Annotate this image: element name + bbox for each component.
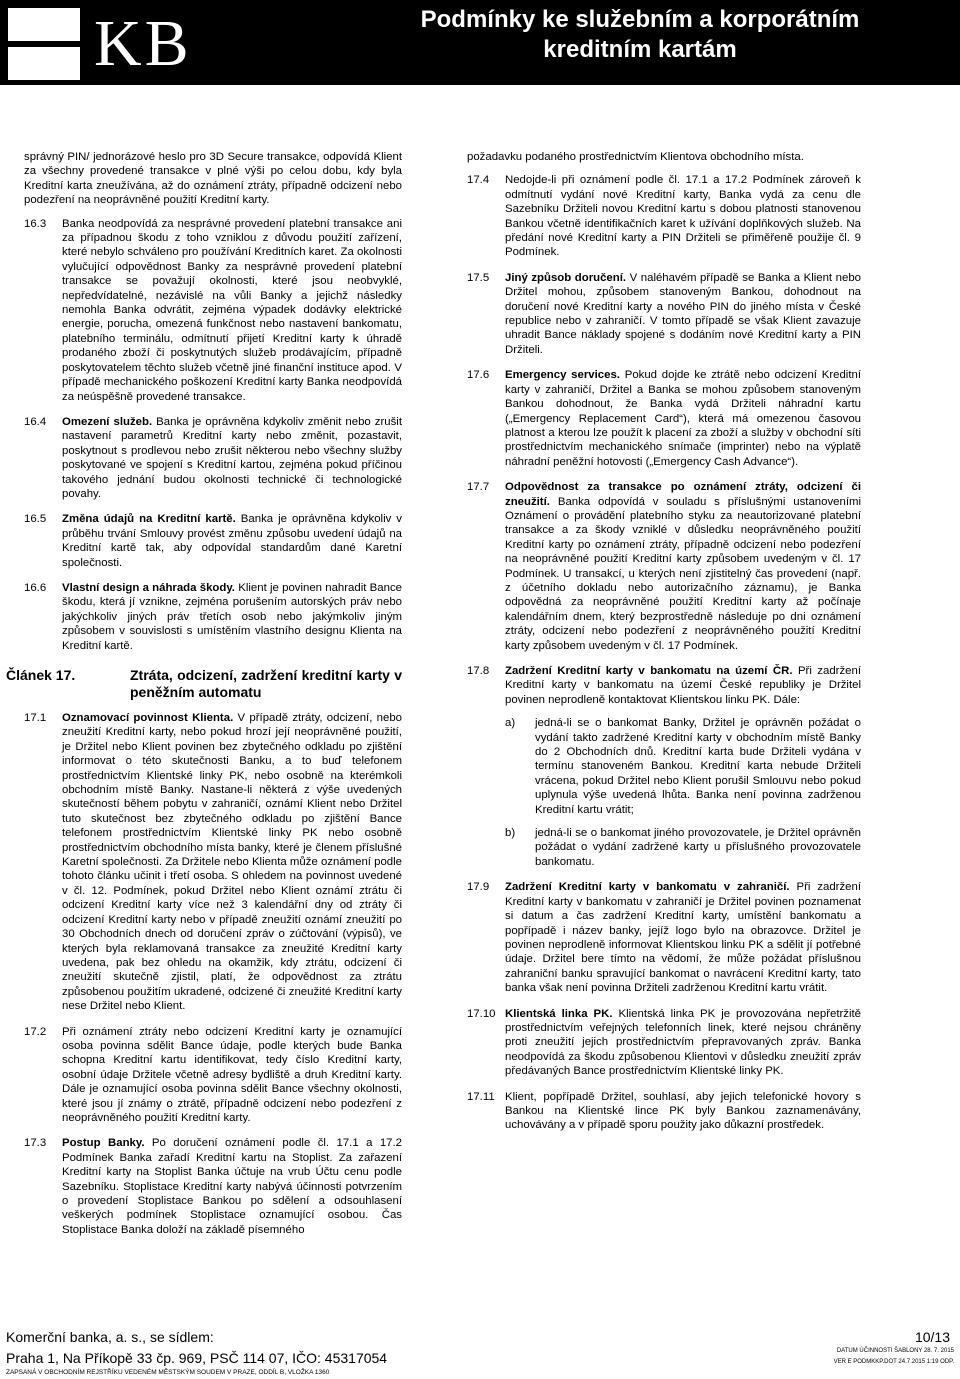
clause-number: 16.6 — [24, 581, 47, 594]
clause-number: 17.8 — [467, 665, 490, 677]
clause-title: Jiný způsob doručení. — [505, 271, 627, 284]
page-number: 10/13 — [914, 1329, 950, 1345]
clause-text — [62, 1136, 402, 1237]
clause-title: Odpovědnost za transakce po oznámení ztráty, odcizení či zneužití. — [505, 481, 861, 508]
clause-title: Změna údajů na Kreditní kartě. — [62, 513, 236, 526]
clause-number: 17.3 — [24, 1137, 47, 1150]
clause — [467, 173, 861, 259]
clause-title: Postup Banky. — [62, 1137, 145, 1150]
clause-body: Banka je oprávněna kdykoliv v průběhu trvání Smlouvy provést změnu způsobu uvedení údajů na Kreditní kartě tak, aby odpovídal standardům dané Karetní společnosti. — [62, 513, 402, 569]
clause-number: 17.11 — [467, 1090, 495, 1103]
clause-text — [62, 1025, 402, 1126]
clause — [24, 711, 402, 1014]
clause — [24, 415, 402, 501]
clause-body: Klient, popřípadě Držitel, souhlasí, aby jejich telefonické hovory s Bankou na Klientské lince PK byly Bankou zaznamenávány, uchovávány a v případě sporu použity jako důkazní prostředek. — [505, 1090, 861, 1132]
footer — [6, 1329, 954, 1379]
left-column — [6, 150, 403, 1248]
clause-text — [62, 415, 402, 501]
clause — [467, 1007, 861, 1079]
continued-paragraph: požadavku podaného prostřednictvím Klientova obchodního místa. — [467, 151, 804, 163]
sub-clause-label: b) — [505, 827, 516, 840]
clause-number: 17.6 — [467, 369, 490, 382]
clause-number: 16.5 — [24, 513, 47, 526]
template-validity: DATUM ÚČINNOSTI ŠABLONY 28. 7. 2015 — [836, 1348, 954, 1354]
clause-title: Vlastní design a náhrada škody. — [62, 581, 235, 594]
clause — [467, 1090, 861, 1133]
sub-clause-text: jedná-li se o bankomat jiného provozovatele, je Držitel oprávněn požádat o vydání zadržené karty u příslušného provozovatele bankomatu. — [535, 827, 861, 868]
clause — [24, 1136, 402, 1237]
clause-text — [505, 368, 861, 469]
template-file: VER E PODMKKP.DOT 24.7.2015 1:19 ODP. — [833, 1359, 954, 1365]
clause — [467, 880, 861, 995]
clause-body: Při oznámení ztráty nebo odcizení Kreditní karty je oznamující osoba povinna sdělit Bance údaje, podle kterých bude Banka schopna Kreditní kartu identifikovat, tedy číslo Kreditní karty, osobní údaje Držitele včetně adresy bydliště a druh Kreditní karty. Dále je oznamující osoba povinna sdělit Bance všechny okolnosti, které jsou jí známy o ztrátě, případně odcizení nebo podezření z neoprávněného použití Kreditní karty. — [62, 1025, 402, 1124]
clause-body: Při zadržení Kreditní karty v bankomatu na území České republiky je Držitel povinen neprodleně kontaktovat Klientskou linku PK. Dále: — [505, 665, 861, 706]
clause-body: Pokud dojde ke ztrátě nebo odcizení Kreditní karty v zahraničí, Držitel a Banka se mohou způsobem stanoveným Bankou dohodnout, že Banka vydá Držiteli náhradní kartu („Emergency Replacement Card“), která má omezenou časovou platnost a kterou lze použít k placení za zboží a služby v obchodní síti prostřednictvím mechanického snímače (imprinter) nebo na výplatě náhradní peněžní hotovosti („Emergency Cash Advance“). — [505, 369, 861, 468]
clause — [24, 581, 402, 653]
clause-body: V naléhavém případě se Banka a Klient nebo Držitel mohou, způsobem stanoveným Bankou, dohodnout na doručení nové Kreditní karty a nového PIN do jiného místa v České republice nebo v zahraničí. V tomto případě se však Klient zavazuje uhradit Bance náklady spojené s dodáním nové Kreditní karty a PIN Držiteli. — [505, 271, 861, 356]
clause-body: Klient je povinen nahradit Bance škodu, která jí vznikne, zejména porušením autorských práv nebo jakýchkoliv jiných práv třetích osob nebo jakýmkoliv jiným způsobem v souvislosti s umístěním vlastního designu Klienta na Kreditní kartě. — [62, 581, 402, 652]
clause-number: 17.2 — [24, 1025, 47, 1038]
article-heading — [6, 667, 402, 701]
section-17-items-continued — [467, 173, 861, 1132]
clause-number: 17.4 — [467, 174, 490, 187]
clause-title: Zadržení Kreditní karty v bankomatu na území ČR. — [505, 665, 793, 677]
clause-text — [505, 1007, 861, 1079]
clause-text — [505, 880, 861, 995]
sub-clause-text: jedná-li se o bankomat Banky, Držitel je oprávněn požádat o vydání takto zadržené Kreditní karty v obchodním místě Banky do 2 Obchodních dnů. Kreditní karta bude Držiteli vydána v termínu stanoveném Bankou. Kreditní karta nebude Držiteli vrácena, pokud Držitel nebo Klient porušil Smlouvu nebo pokud uplynula výše uvedená lhůta. Banka není povinna zadrženou Kreditní kartu vrátit; — [535, 717, 861, 816]
clause-title: Klientská linka PK. — [505, 1007, 613, 1020]
clause-text — [505, 664, 861, 707]
clause-text — [505, 271, 861, 357]
clause-text — [505, 480, 861, 653]
clause-text — [62, 711, 402, 1014]
clause-body: Po doručení oznámení podle čl. 17.1 a 17.2 Podmínek Banka zařadí Kreditní kartu na Stoplist. Za zařazení Kreditní karty na Stoplist Banka účtuje na vrub Účtu cenu podle Sazebníku. Stoplistace Kreditní karty nabývá účinnosti potvrzením o provedení Stoplistace Bankou po sdělení a odsouhlasení veškerých podmínek Stoplistace oznamující osobou. Čas Stoplistace Banka doloží na základě písemného — [62, 1137, 402, 1236]
clause-number: 17.5 — [467, 271, 490, 284]
clause-body: Banka odpovídá v souladu s příslušnými ustanoveními Oznámení o provádění platebního styku za neautorizované platební transakce a za škody vzniklé v důsledku neoprávněného použití Kreditní karty po oznámení ztráty, případně odcizení nebo podezření na neoprávněné použití Kreditní karty způsobem uvedeným v čl. 17 Podmínek. U transakcí, u kterých není zjistitelný čas provedení (např. z účetního dokladu nebo autorizačního záznamu), je Banka odpovědná za neoprávněné použití Kreditní karty až počínaje kalendářním dnem, který bezprostředně následuje po dni oznámení ztráty, odcizení nebo podezření z neoprávněného použití Kreditní karty způsobem uvedeným v čl. 17 Podmínek. — [505, 495, 862, 652]
clause — [24, 1025, 402, 1126]
clause — [467, 368, 861, 469]
right-column — [467, 150, 861, 1144]
article-number: Článek 17. — [6, 667, 76, 683]
clause-title: Oznamovací povinnost Klienta. — [62, 712, 234, 724]
footer-register: ZAPSANÁ V OBCHODNÍM REJSTŘÍKU VEDENÉM MĚSTSKÝM SOUDEM V PRAZE, ODDÍL B, VLOŽKA 1360 — [6, 1369, 330, 1376]
intro-paragraph: správný PIN/ jednorázové heslo pro 3D Secure transakce, odpovídá Klient za všechny provedené transakce v plné výši po celou dobu, kdy byla Kreditní karta zneužívána, až do oznámení ztráty, případně odcizení nebo podezření na neoprávněné použití Kreditní karty. — [24, 151, 402, 207]
article-title: Ztráta, odcizení, zadržení kreditní karty v peněžním automatu — [130, 667, 402, 700]
clause-text — [505, 173, 861, 259]
clause — [467, 271, 861, 357]
sub-clause-label: a) — [505, 717, 516, 730]
clause-title: Omezení služeb. — [62, 415, 153, 428]
clause-number: 17.7 — [467, 481, 490, 494]
clause-body: V případě ztráty, odcizení, nebo zneužití Kreditní karty, nebo pokud hrozí její neoprávněné použití, je Držitel nebo Klient povinen bez zbytečného odkladu po zjištění informovat o této skutečnosti Banku, a to buď telefonem prostřednictvím Klientské linky PK, nebo osobně na kterémkoli obchodním místě Banky. Nastane-li některá z výše uvedených skutečností během pobytu v zahraničí, oznámí Klient nebo Držitel tuto skutečnost bez zbytečného odkladu po zjištění Bance telefonem prostřednictvím Klientské linky PK nebo osobně prostřednictvím obchodního místa banky, které je členem příslušné Karetní společnosti. Za Držitele nebo Klienta může oznámení podle tohoto článku učinit i třetí osoba. S ohledem na povinnost uvedené v čl. 12. Podmínek, pokud Držitel nebo Klient oznámí ztrátu či odcizení Kreditní karty více než 3 kalendářní dny od ztráty či odcizení Kreditní karty nebo v případě zneužití oznámí zneužití po 30 Obchodních dnech od doručení zpráv o zúčtování (výpisů), ve kterých byla reklamovaná transakce za zneužité Kreditní karty uvedena, pak bez ohledu na okamžik, kdy ztrátu, odcizení či zneužití skutečně zjistil, platí, že odpovědnost za ztrátu způsobenou použitím ukradené, odcizené či zneužité Kreditní karty nese Držitel nebo Klient. — [62, 712, 403, 1013]
clause-body: Nedojde-li při oznámení podle čl. 17.1 a 17.2 Podmínek zároveň k odmítnutí vydání nové Kreditní karty, Banka vydá za cenu dle Sazebníku Držiteli novou Kreditní kartu s dobou platnosti stanovenou Bankou včetně identifikačních karet k užívání doplňkových služeb. Na předání nové Kreditní karty a PIN Držiteli se přiměřeně použije čl. 9 Podmínek. — [505, 174, 861, 259]
clause-number: 17.9 — [467, 881, 490, 894]
footer-company: Komerční banka, a. s., se sídlem: — [6, 1329, 214, 1345]
clause-body: Při zadržení Kreditní karty v bankomatu v zahraničí je Držitel povinen poznamenat si datum a čas zadržení Kreditní karty, umístění bankomatu a popřípadě i název banky, jejíž logo bylo na obrazovce. Držitel je povinen neprodleně informovat Klientskou linku PK a sdělit jí potřebné údaje. Držitel bere tímto na vědomí, že může požádat příslušnou zahraniční banku spravující bankomat o navrácení Kreditní karty, tato banka však není povinna Držiteli zadrženou Kreditní kartu vrátit. — [505, 881, 861, 995]
clause — [467, 664, 861, 869]
clause — [467, 480, 861, 653]
document-title: Podmínky ke služebním a korporátním kreditním kartám — [420, 6, 860, 63]
clause-text — [505, 1090, 861, 1133]
clause-text — [62, 512, 402, 570]
header-bar — [0, 0, 960, 85]
clause-body: Klientská linka PK je provozována nepřetržitě prostřednictvím veřejných telefonních linek, které nejsou chráněny proti zneužití jejich prostřednictvím přepravovaných zpráv. Banka neodpovídá za škodu způsobenou Klientovi v důsledku zneužití zpráv předávaných Bance prostřednictvím Klientské linky PK. — [505, 1007, 862, 1078]
clause-text — [62, 217, 402, 404]
clause-body: Banka neodpovídá za nesprávné provedení platební transakce ani za případnou škodu z toho vzniklou z důvodu použití zařízení, které nebylo schváleno pro používání Kreditních karet. Za okolnosti vylučující odpovědnost Banky za nesprávné provedení platební transakce se považují okolnosti, které jsou neobvyklé, nepředvídatelné, nezávislé na vůli Banky a jejichž následky nemohla Banka odvrátit, zejména výpadek dodávky elektrické energie, porucha, omezená funkčnost nebo nastavení bankomatu, platebního terminálu, odmítnutí přijetí Kreditní karty k úhradě prodaného zboží či poskytnutých služeb prodávajícím, případně poskytovatelem těchto služeb včetně jiné finanční instituce apod. V případě mechanického poškození Kreditní karty Banka neodpovídá za neúspěšně provedené transakce. — [62, 217, 402, 403]
section-16-items — [24, 217, 402, 653]
section-17-items — [24, 711, 402, 1237]
clause-body: Banka je oprávněna kdykoliv změnit nebo zrušit nastavení parametrů Kreditní karty nebo změnit, pozastavit, poskytnout s prodlevou nebo zrušit některou nebo všechny služby poskytované ve spojení s Kreditní kartou, zejména pokud příčinou takového jednání budou okolnosti technické či technologické povahy. — [62, 415, 402, 500]
footer-address: Praha 1, Na Příkopě 33 čp. 969, PSČ 114 07, IČO: 45317054 — [6, 1350, 388, 1366]
clause — [24, 217, 402, 404]
clause-title: Zadržení Kreditní karty v bankomatu v zahraničí. — [505, 881, 790, 894]
clause-number: 17.1 — [24, 712, 47, 724]
clause-number: 16.3 — [24, 217, 47, 230]
kb-logo-icon — [8, 8, 80, 80]
clause-text — [62, 581, 402, 653]
sub-clause — [505, 716, 861, 817]
clause-number: 16.4 — [24, 415, 47, 428]
kb-logo-text: KB — [94, 7, 192, 80]
sub-clause — [505, 826, 861, 869]
clause — [24, 512, 402, 570]
clause-title: Emergency services. — [505, 369, 620, 382]
clause-number: 17.10 — [467, 1007, 496, 1020]
